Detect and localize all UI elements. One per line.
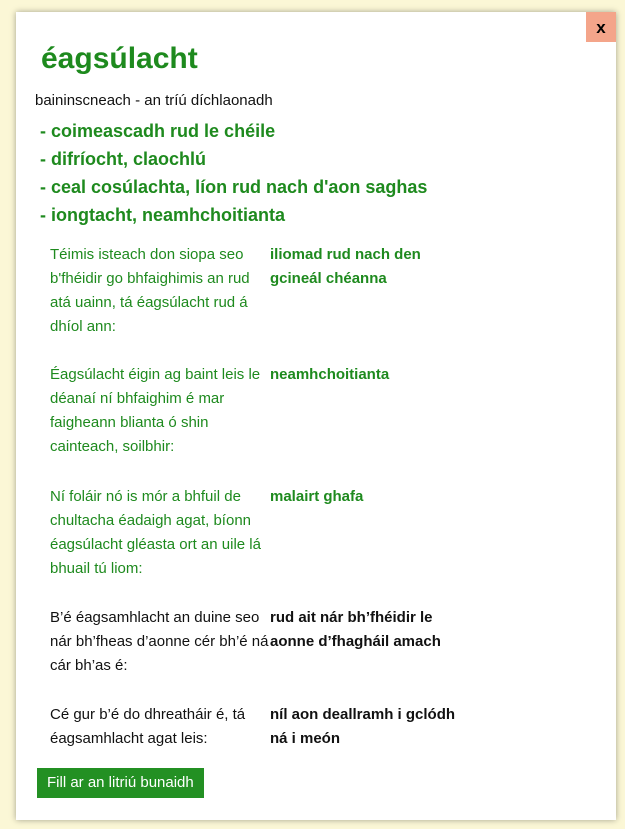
- grammar-info: baininscneach - an tríú díchlaonadh: [35, 92, 273, 109]
- example-source: B’é éagsamhlacht an duine seo nár bh’fheas d’aonne cér bh’é ná cár bh’as é:: [50, 609, 269, 674]
- example-row: [50, 363, 470, 485]
- example-source: Éagsúlacht éigin ag baint leis le déanaí ní bhfaighim é mar faigheann blianta ó shin cainteach, soilbhir:: [50, 366, 261, 455]
- sense-list: [40, 117, 427, 229]
- headword-title: éagsúlacht: [41, 42, 198, 75]
- example-translation: rud ait nár bh’fhéidir le aonne d’fhagháil amach: [270, 609, 441, 650]
- example-row: [50, 606, 470, 703]
- example-source: Téimis isteach don siopa seo b'fhéidir go bhfaighimis an rud atá uainn, tá éagsúlacht rud á dhíol ann:: [50, 246, 250, 335]
- sense-item: - ceal cosúlachta, líon rud nach d'aon saghas: [40, 177, 428, 197]
- example-translation: neamhchoitianta: [270, 366, 390, 383]
- example-source: Ní foláir nó is mór a bhfuil de chultacha éadaigh agat, bíonn éagsúlacht gléasta ort an uile lá bhuail tú liom:: [50, 488, 261, 577]
- sense-item: - difríocht, claochlú: [40, 149, 207, 169]
- sense-item: - coimeascadh rud le chéile: [40, 121, 276, 141]
- example-translation: iliomad rud nach den gcineál chéanna: [270, 246, 421, 287]
- dictionary-entry-panel: [16, 12, 616, 820]
- example-translation: malairt ghafa: [270, 488, 364, 505]
- example-source: Cé gur b’é do dhreatháir é, tá éagsamhlacht agat leis:: [50, 706, 246, 747]
- original-spelling-button[interactable]: Fill ar an litriú bunaidh: [37, 768, 204, 798]
- example-row: [50, 485, 470, 606]
- example-list: [50, 243, 470, 763]
- example-translation: níl aon deallramh i gclódh ná i meón: [270, 706, 456, 747]
- example-row: [50, 243, 470, 363]
- sense-item: - iongtacht, neamhchoitianta: [40, 205, 286, 225]
- close-button[interactable]: x: [586, 12, 616, 42]
- example-row: [50, 703, 470, 763]
